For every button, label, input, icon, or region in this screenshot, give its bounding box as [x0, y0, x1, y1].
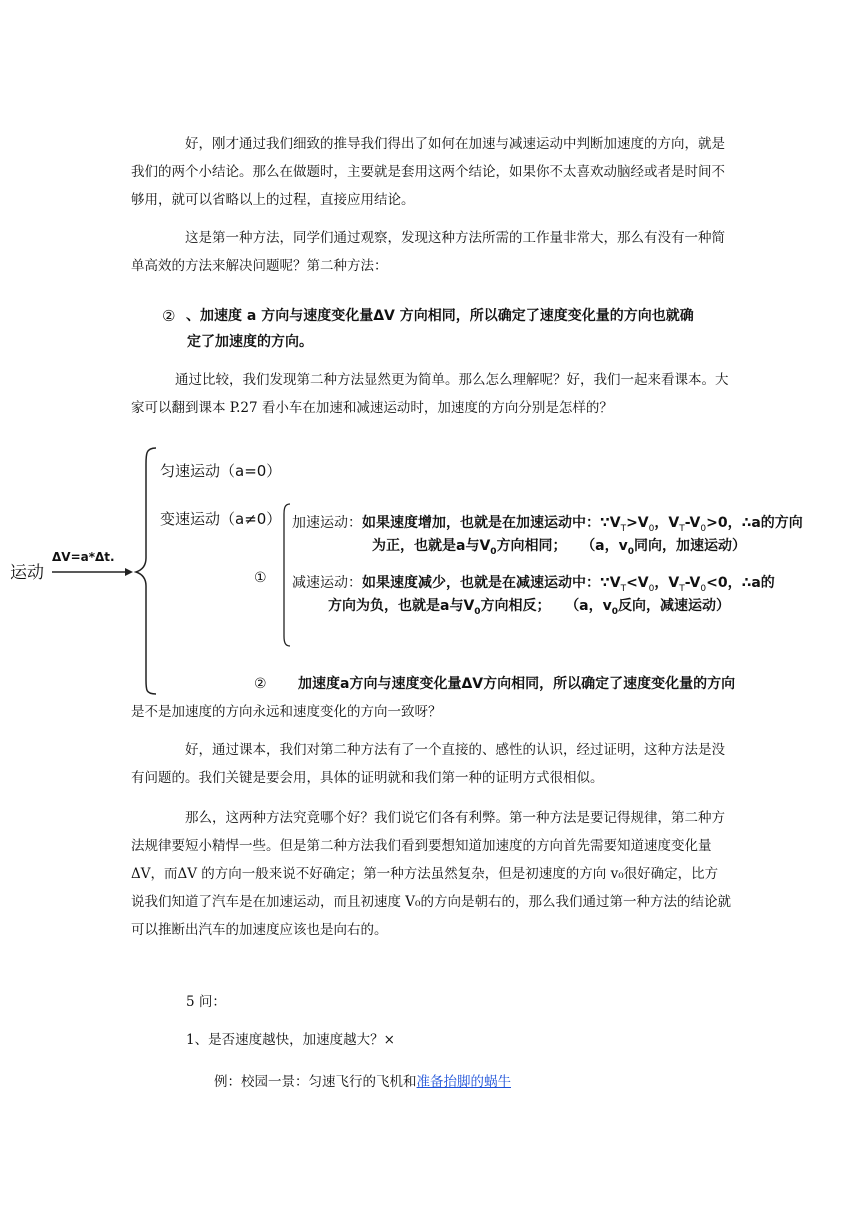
circle-one: ① [254, 570, 267, 586]
example-line [214, 1072, 511, 1092]
snail-link[interactable]: 准备抬脚的蜗牛 [416, 1074, 511, 1090]
acceleration-line1: 加速运动：如果速度增加，也就是在加速运动中：$\because V_T>V_0$，$V_T-V_0>0$，∴a的方向 [292, 515, 803, 534]
method2-diagram-text: 加速度a方向与速度变化量ΔV方向相同，所以确定了速度变化量的方向 [298, 676, 736, 692]
sub-brace [284, 504, 290, 646]
variable-motion: 变速运动（a≠0） [160, 510, 282, 528]
paragraph-pros-cons: 那么，这两种方法究竟哪个好？我们说它们各有利弊。第一种方法是要记得规律，第二种方法规律要短小精悍一些。但是第二种方法我们看到要想知道加速度的方向首先需要知道速度变化量ΔV，而ΔV 的方向一般来说不好确定；第一种方法虽然复杂，但是初速度的方向 v₀很好确定，比方说我们知道了汽车是在加速运动，而且初速度 V₀的方向是朝右的，那么我们通过第一种方法的结论就可以推断出汽车的加速度应该也是向右的。 [131, 810, 731, 938]
acceleration-label: 加速运动： [292, 515, 362, 531]
method2-line2: 定了加速度的方向。 [187, 334, 313, 350]
paragraph-textbook: 好，通过课本，我们对第二种方法有了一个直接的、感性的认识，经过证明，这种方法是没有问题的。我们关键是要会用，具体的证明就和我们第一种的证明方式很相似。 [131, 742, 725, 786]
example-prefix: 例：校园一景：匀速飞行的飞机和 [214, 1074, 417, 1090]
uniform-motion: 匀速运动（a=0） [160, 462, 282, 480]
paragraph-conclusions: 好，刚才通过我们细致的推导我们得出了如何在加速与减速运动中判断加速度的方向，就是我们的两个小结论。那么在做题时，主要就是套用这两个结论，如果你不太喜欢动脑经或者是时间不够用，就可以省略以上的过程，直接应用结论。 [131, 136, 725, 208]
motion-diagram [0, 440, 860, 702]
question-1: 1、是否速度越快，加速度越大？× [186, 1032, 395, 1048]
method2-number: ② [162, 307, 176, 325]
method2-line1: 、加速度 a 方向与速度变化量ΔV 方向相同，所以确定了速度变化量的方向也就确 [186, 308, 694, 324]
arrow-head [125, 568, 133, 576]
circle-two: ② [254, 676, 267, 692]
paragraph-first-method: 这是第一种方法，同学们通过观察，发现这种方法所需的工作量非常大，那么有没有一种简单高效的方法来解决问题呢？第二种方法： [131, 230, 725, 274]
deceleration-line1: 减速运动：如果速度减少，也就是在减速运动中：$\because V_T<V_0$，$V_T-V_0<0$，∴a的 [292, 575, 775, 594]
question-line: 是不是加速度的方向永远和速度变化的方向一致呀？ [131, 704, 442, 720]
five-questions-heading: 5 问： [186, 994, 226, 1010]
deceleration-label: 减速运动： [292, 575, 362, 591]
diagram-lines [0, 440, 860, 702]
root-label: 运动 [10, 563, 44, 583]
paragraph-comparison: 通过比较，我们发现第二种方法显然更为简单。那么怎么理解呢？好，我们一起来看课本。大家可以翻到课本 P.27 看小车在加速和减速运动时，加速度的方向分别是怎样的？ [131, 372, 729, 416]
arrow-label: ΔV=a*Δt. [52, 550, 115, 564]
deceleration-line2: 方向为负，也就是a与$V_0$方向相反； （a，$v_0$反向，减速运动） [328, 598, 731, 617]
acceleration-line2: 为正，也就是a与$V_0$方向相同； （a，$v_0$同向，加速运动） [372, 538, 747, 557]
main-brace [136, 448, 156, 694]
